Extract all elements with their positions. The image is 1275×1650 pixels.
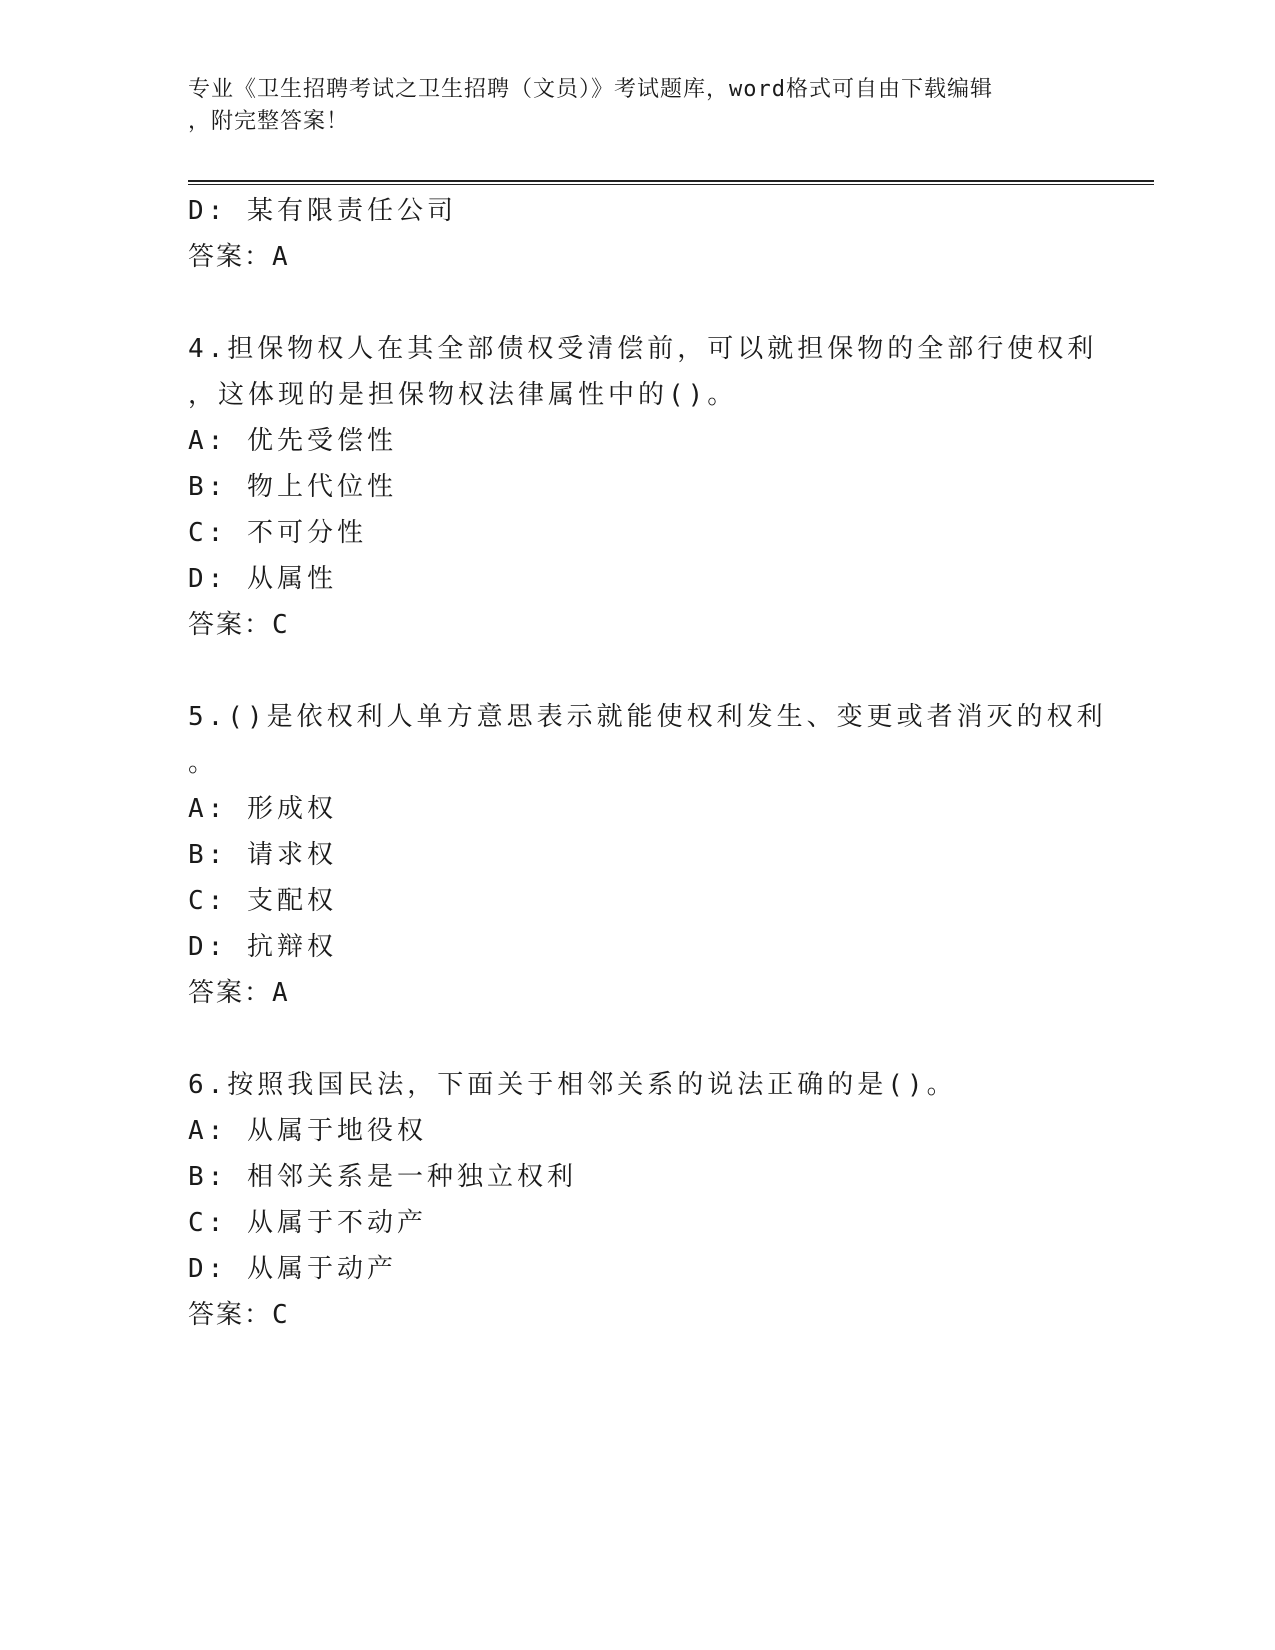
question-stem-line: 5.()是依权利人单方意思表示就能使权利发生、变更或者消灭的权利	[188, 702, 1107, 732]
question-5	[188, 694, 1107, 1016]
option-b: B: 物上代位性	[188, 472, 397, 502]
question-stem-line: 。	[188, 748, 219, 778]
prev-question-answer	[188, 234, 1088, 280]
answer-label: 答案：	[188, 1300, 273, 1330]
question-answer	[188, 970, 1088, 1016]
header-line-1: 专业《卫生招聘考试之卫生招聘（文员）》考试题库，word格式可自由下载编辑	[188, 77, 993, 102]
prev-question-option-d: D: 某有限责任公司	[188, 196, 457, 226]
question-answer	[188, 602, 1088, 648]
option-d: D: 从属性	[188, 564, 337, 594]
spacer	[188, 1016, 1088, 1062]
option-b: B: 请求权	[188, 840, 337, 870]
option-d: D: 抗辩权	[188, 932, 337, 962]
answer-value: A	[272, 978, 290, 1008]
option-c: C: 从属于不动产	[188, 1208, 427, 1238]
answer-label: 答案：	[188, 978, 273, 1008]
option-a: A: 形成权	[188, 794, 337, 824]
answer-label: 答案：	[188, 242, 273, 272]
option-d: D: 从属于动产	[188, 1254, 397, 1284]
spacer	[188, 280, 1088, 326]
question-stem-line: ，这体现的是担保物权法律属性中的()。	[188, 380, 738, 410]
spacer	[188, 648, 1088, 694]
header-divider-thin	[188, 184, 1154, 185]
option-a: A: 优先受偿性	[188, 426, 397, 456]
answer-label: 答案：	[188, 610, 273, 640]
question-6	[188, 1062, 1088, 1338]
answer-value: C	[272, 610, 290, 640]
question-answer	[188, 1292, 1088, 1338]
answer-value: C	[272, 1300, 290, 1330]
question-4	[188, 326, 1098, 648]
option-c: C: 支配权	[188, 886, 337, 916]
option-b: B: 相邻关系是一种独立权利	[188, 1162, 577, 1192]
header-divider-thick	[188, 180, 1154, 182]
question-stem-line: 4.担保物权人在其全部债权受清偿前，可以就担保物的全部行使权利	[188, 334, 1098, 364]
option-a: A: 从属于地役权	[188, 1116, 427, 1146]
option-c: C: 不可分性	[188, 518, 367, 548]
answer-value: A	[272, 242, 290, 272]
header-line-2: ，附完整答案！	[188, 109, 350, 134]
question-stem-line: 6.按照我国民法，下面关于相邻关系的说法正确的是()。	[188, 1070, 957, 1100]
document-header	[188, 74, 1088, 138]
question-list	[188, 188, 1107, 1338]
